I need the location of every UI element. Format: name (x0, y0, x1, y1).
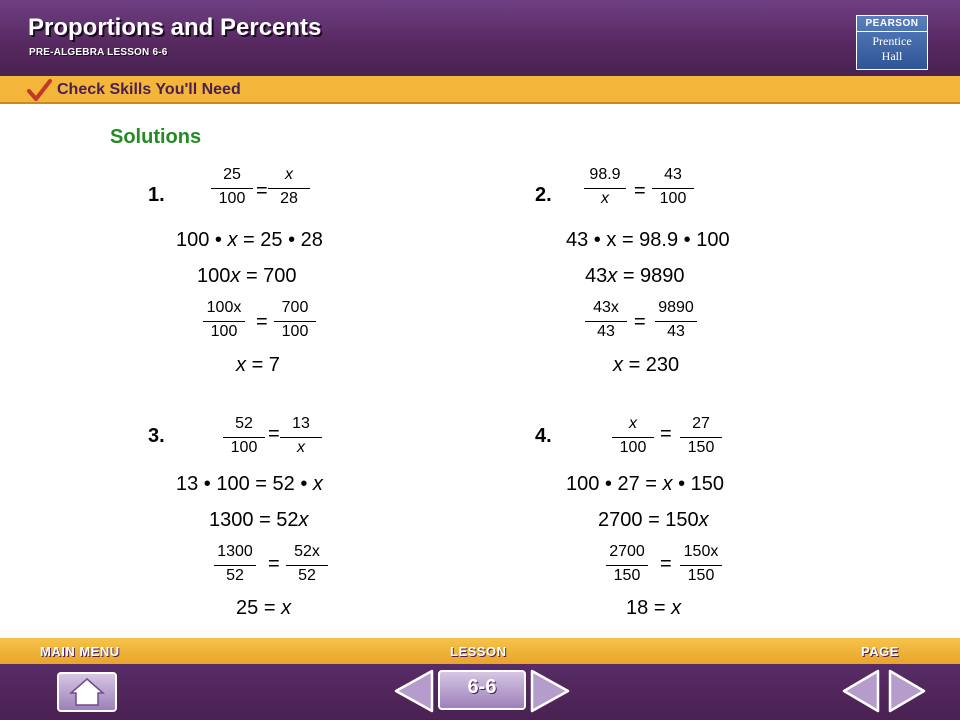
fraction-bar (268, 188, 310, 189)
problem-2-divide-left (581, 299, 631, 345)
fraction-numerator: 43x (593, 299, 619, 316)
step-right: = 52 • (255, 473, 313, 495)
fraction-denominator: 100 (230, 439, 258, 456)
step-left: 43 (585, 265, 608, 287)
equals-sign: = (256, 180, 268, 202)
fraction-bar (214, 565, 256, 566)
fraction-denominator: 43 (597, 323, 615, 340)
step-variable: x (607, 265, 618, 287)
fraction-denominator: 150 (687, 567, 715, 584)
problem-3-divide-left (210, 543, 260, 589)
fraction-denominator: 100 (659, 190, 687, 207)
page-previous-button[interactable] (840, 668, 882, 714)
result-variable: x (236, 354, 246, 376)
fraction-bar (612, 437, 654, 438)
lesson-previous-button[interactable] (392, 668, 436, 714)
step-right: = 9890 (622, 265, 685, 287)
fraction-bar (680, 565, 722, 566)
fraction-denominator: 100 (619, 439, 647, 456)
problem-4-step-2 (598, 509, 709, 532)
fraction-numerator: 43 (664, 166, 682, 183)
step-variable: x (698, 509, 709, 531)
step-right: = 98.9 • 100 (621, 229, 730, 251)
equals-sign: = (268, 423, 280, 445)
step-left: 100 • (176, 229, 228, 251)
fraction-bar (274, 321, 316, 322)
home-icon (59, 674, 115, 710)
fraction-bar (606, 565, 648, 566)
logo-prentice-line: Prentice (872, 34, 912, 48)
problem-1-divide-right (270, 299, 320, 345)
problem-1-result (236, 354, 280, 377)
problem-2-step-2 (585, 265, 685, 288)
lesson-subtitle: PRE-ALGEBRA LESSON 6-6 (29, 47, 168, 58)
problem-1-number: 1. (148, 184, 165, 206)
problem-2-result (613, 354, 679, 377)
checkmark-icon (26, 78, 52, 104)
logo-prentice-hall-text (857, 34, 927, 64)
problem-1-step-2 (197, 265, 297, 288)
fraction-bar (280, 437, 322, 438)
fraction-denominator: 100 (218, 190, 246, 207)
step-left: 100 (197, 265, 231, 287)
fraction-denominator: 52 (226, 567, 244, 584)
result-right: = (263, 597, 282, 619)
logo-hall-line: Hall (881, 49, 903, 63)
fraction-numerator: 700 (281, 299, 309, 316)
problem-3-fraction-right (276, 415, 326, 461)
step-right: = 25 • 28 (243, 229, 323, 251)
equals-sign: = (634, 180, 646, 202)
fraction-numerator: 27 (692, 415, 710, 432)
step-right: = 150 (648, 509, 699, 531)
fraction-bar (286, 565, 328, 566)
lesson-next-button[interactable] (528, 668, 572, 714)
fraction-bar (584, 188, 626, 189)
step-variable: x (227, 229, 238, 251)
problem-3-step-1 (176, 473, 323, 496)
result-right: = (653, 597, 672, 619)
fraction-numerator: 13 (292, 415, 310, 432)
fraction-numerator: 98.9 (589, 166, 621, 183)
page-title: Proportions and Percents (28, 14, 322, 41)
step-variable: x (312, 473, 323, 495)
step-variable: x (298, 509, 309, 531)
problem-3-divide-right (282, 543, 332, 589)
step-left: 43 • x (566, 229, 617, 251)
problem-3-result (236, 597, 291, 620)
result-left: 18 (626, 597, 649, 619)
problem-1-fraction-right (264, 166, 314, 212)
problem-2-number: 2. (535, 184, 552, 206)
problem-4-fraction-right (676, 415, 726, 461)
solutions-heading: Solutions (110, 126, 202, 148)
equals-sign: = (660, 423, 672, 445)
result-left: 25 (236, 597, 259, 619)
result-variable: x (281, 597, 292, 619)
fraction-denominator: 150 (687, 439, 715, 456)
problem-3-fraction-left (219, 415, 269, 461)
problem-1-divide-left (199, 299, 249, 345)
fraction-numerator: 52x (294, 543, 320, 560)
problem-4-number: 4. (535, 425, 552, 447)
lesson-number: 6-6 (467, 676, 497, 698)
fraction-denominator: 52 (298, 567, 316, 584)
fraction-denominator: 150 (613, 567, 641, 584)
fraction-bar (203, 321, 245, 322)
equals-sign: = (268, 553, 280, 575)
pearson-prentice-hall-logo (856, 15, 928, 70)
problem-2-step-1 (566, 229, 730, 252)
fraction-numerator: 52 (235, 415, 253, 432)
problem-4-divide-right (676, 543, 726, 589)
step-variable: x (230, 265, 241, 287)
fraction-numerator: x (285, 166, 293, 183)
main-menu-label: MAIN MENU (40, 644, 120, 659)
step-left: 2700 (598, 509, 643, 531)
fraction-denominator: 100 (210, 323, 238, 340)
step-right: = (645, 473, 663, 495)
problem-3-number: 3. (148, 425, 165, 447)
step-right: = 700 (245, 265, 297, 287)
equals-sign: = (660, 553, 672, 575)
fraction-bar (223, 437, 265, 438)
step-left: 100 • 27 (566, 473, 640, 495)
fraction-numerator: 100x (206, 299, 242, 316)
fraction-bar (211, 188, 253, 189)
main-menu-button[interactable] (57, 672, 117, 712)
problem-4-result (626, 597, 681, 620)
fraction-bar (585, 321, 627, 322)
problem-2-fraction-left (580, 166, 630, 212)
fraction-numerator: 150x (683, 543, 719, 560)
fraction-numerator: 9890 (658, 299, 694, 316)
problem-4-step-1 (566, 473, 724, 496)
lesson-label: LESSON (450, 644, 507, 659)
result-variable: x (671, 597, 682, 619)
logo-pearson-text: PEARSON (857, 16, 927, 32)
problem-2-divide-right (651, 299, 701, 345)
fraction-denominator: x (297, 439, 305, 456)
problem-3-step-2 (209, 509, 309, 532)
fraction-bar (652, 188, 694, 189)
check-skills-label: Check Skills You'll Need (57, 81, 241, 98)
problem-2-fraction-right (648, 166, 698, 212)
fraction-numerator: 2700 (609, 543, 645, 560)
step-left: 1300 (209, 509, 254, 531)
result-variable: x (613, 354, 623, 376)
problem-4-divide-left (602, 543, 652, 589)
problem-4-fraction-left (608, 415, 658, 461)
fraction-numerator: 25 (223, 166, 241, 183)
fraction-denominator: 28 (280, 190, 298, 207)
step-tail: • 150 (672, 473, 725, 495)
fraction-denominator: 43 (667, 323, 685, 340)
result-right: = 7 (251, 354, 280, 376)
fraction-numerator: 1300 (217, 543, 253, 560)
problem-1-fraction-left (207, 166, 257, 212)
problem-1-step-1 (176, 229, 323, 252)
result-right: = 230 (628, 354, 680, 376)
equals-sign: = (256, 311, 268, 333)
page-next-button[interactable] (886, 668, 928, 714)
fraction-denominator: 100 (281, 323, 309, 340)
page-label: PAGE (861, 644, 899, 659)
step-right: = 52 (259, 509, 299, 531)
fraction-denominator: x (601, 190, 609, 207)
step-left: 13 • 100 (176, 473, 250, 495)
fraction-bar (680, 437, 722, 438)
step-variable: x (662, 473, 673, 495)
fraction-bar (655, 321, 697, 322)
fraction-numerator: x (629, 415, 637, 432)
equals-sign: = (634, 311, 646, 333)
